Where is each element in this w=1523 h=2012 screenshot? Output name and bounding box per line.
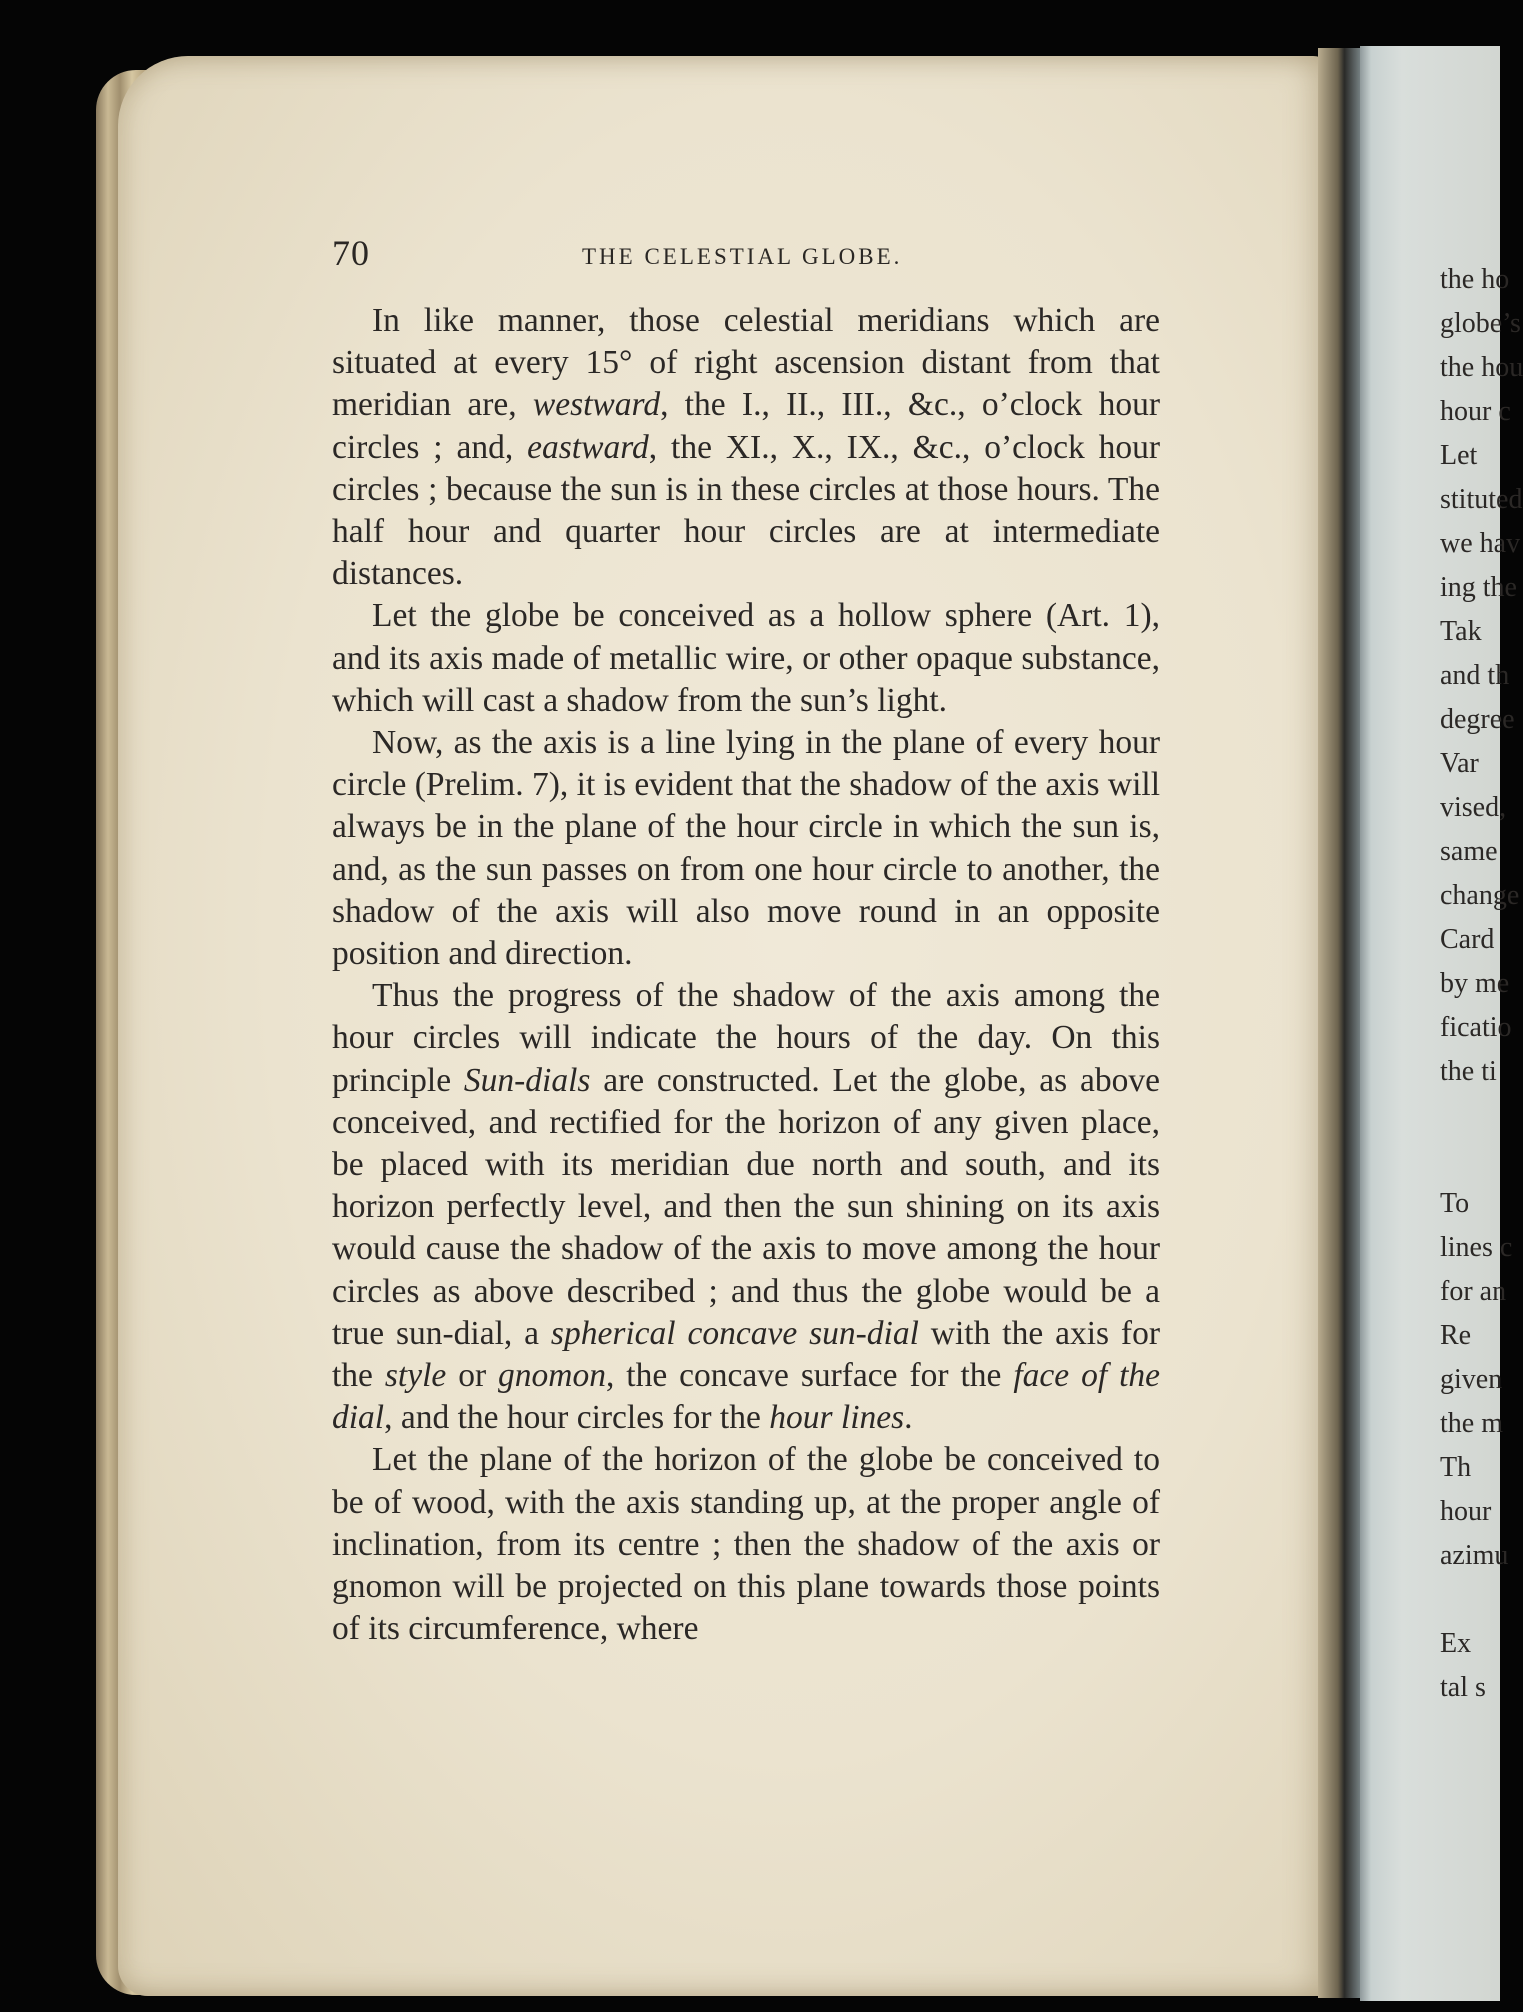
text-run: Now, as the axis is a line lying in the plane of every hour circle (Prelim. 7), it is evident that the shadow of the axis will always be in the plane of the hour circle in which the sun is, and, as the sun passes on from one hour circle to another, the shadow of the axis will also move round in an opposite position and direction. — [332, 724, 1160, 973]
facing-page-line: azimu — [1440, 1540, 1509, 1571]
italic-term: face of the dial — [332, 1357, 1160, 1437]
facing-page-line: ing the — [1440, 572, 1517, 603]
facing-page-line: we hav — [1440, 528, 1521, 559]
facing-page-line: the ti — [1440, 1056, 1497, 1087]
text-run: . — [904, 1399, 913, 1437]
facing-page-line: change — [1440, 880, 1520, 911]
facing-page-line — [1440, 1138, 1500, 1182]
facing-page-line: by me — [1440, 968, 1510, 999]
paragraph — [332, 300, 1160, 595]
text-run: , the concave surface for the — [606, 1357, 1014, 1395]
facing-page-line: ficatio — [1440, 1012, 1512, 1043]
facing-page-line: given — [1440, 1364, 1503, 1395]
text-run: , the I., II., III., &c., o’clock hour circles ; and, — [332, 386, 1160, 466]
facing-page-line: stituted — [1440, 484, 1523, 515]
facing-page-line: hour — [1440, 1496, 1492, 1527]
italic-term: westward — [532, 386, 661, 424]
facing-page-line: the m — [1440, 1408, 1503, 1439]
facing-page-line: lines c — [1440, 1232, 1513, 1263]
page-number: 70 — [332, 233, 370, 273]
text-run: with the axis for the — [332, 1314, 1160, 1395]
body-text — [332, 300, 1160, 1651]
facing-page-line: for an — [1440, 1276, 1507, 1307]
text-run: are constructed. Let the globe, as above conceived, and rectified for the horizon of any given place, be placed with its meridian due north and south, and its horizon perfectly level, and then the sun shining on its axis would cause the shadow of the axis to move among the hour circles as above described ; and thus the globe would be a true sun-dial, a — [332, 1061, 1160, 1352]
paragraph — [332, 1439, 1160, 1650]
facing-page-line: same — [1440, 836, 1498, 867]
facing-page-line: Ex — [1440, 1628, 1472, 1659]
facing-page-line: To — [1440, 1188, 1470, 1219]
facing-page-line: and th — [1440, 660, 1510, 691]
facing-page-line — [1440, 1094, 1500, 1138]
paragraph — [332, 975, 1160, 1439]
text-run: Let the globe be conceived as a hollow sphere (Art. 1), and its axis made of metallic wire, or other opaque substance, which will cast a shadow from the sun’s light. — [332, 597, 1160, 719]
text-run: In like manner, those celestial meridians which are situated at every 15° of right ascension distant from that meridian are, — [332, 302, 1160, 424]
facing-page-line: Let — [1440, 440, 1478, 471]
italic-term: spherical concave sun-dial — [550, 1314, 919, 1352]
facing-page-line: the ho — [1440, 264, 1510, 295]
page-header — [332, 232, 1162, 282]
text-run: Thus the progress of the shadow of the axis among the hour circles will indicate the hours of the day. On this principle — [332, 977, 1160, 1099]
text-run: , the XI., X., IX., &c., o’clock hour circles ; because the sun is in these circles at those hours. The half hour and quarter hour circles are at intermediate distances. — [332, 428, 1160, 593]
italic-term: eastward — [527, 428, 649, 466]
book-gutter — [1318, 48, 1362, 1998]
italic-term: gnomon — [498, 1357, 606, 1395]
paragraph — [332, 722, 1160, 975]
paragraph — [332, 595, 1160, 722]
text-run: Let the plane of the horizon of the globe be conceived to be of wood, with the axis standing up, at the proper angle of inclination, from its centre ; then the shadow of the axis or gnomon will be projected on this plane towards those points of its circumference, where — [332, 1441, 1160, 1648]
facing-page-line — [1440, 1578, 1500, 1622]
text-run: , and the hour circles for the — [384, 1399, 770, 1437]
facing-page-line: vised, — [1440, 792, 1507, 823]
facing-page-line: Var — [1440, 748, 1479, 779]
italic-term: style — [384, 1357, 447, 1395]
italic-term: hour lines — [769, 1399, 905, 1437]
facing-page-line: degree — [1440, 704, 1515, 735]
facing-page-line: Tak — [1440, 616, 1482, 647]
facing-page-line: globe’s — [1440, 308, 1521, 339]
running-head: THE CELESTIAL GLOBE. — [582, 244, 903, 269]
facing-page-text — [1440, 258, 1523, 1710]
facing-page-line: tal s — [1440, 1672, 1486, 1703]
facing-page-line: Re — [1440, 1320, 1472, 1351]
text-run: or — [446, 1357, 499, 1395]
facing-page-line: Th — [1440, 1452, 1472, 1483]
facing-page-line: Card — [1440, 924, 1495, 955]
facing-page-line: the hou — [1440, 352, 1523, 383]
italic-term: Sun-dials — [463, 1061, 591, 1099]
facing-page-line: hour c — [1440, 396, 1511, 427]
